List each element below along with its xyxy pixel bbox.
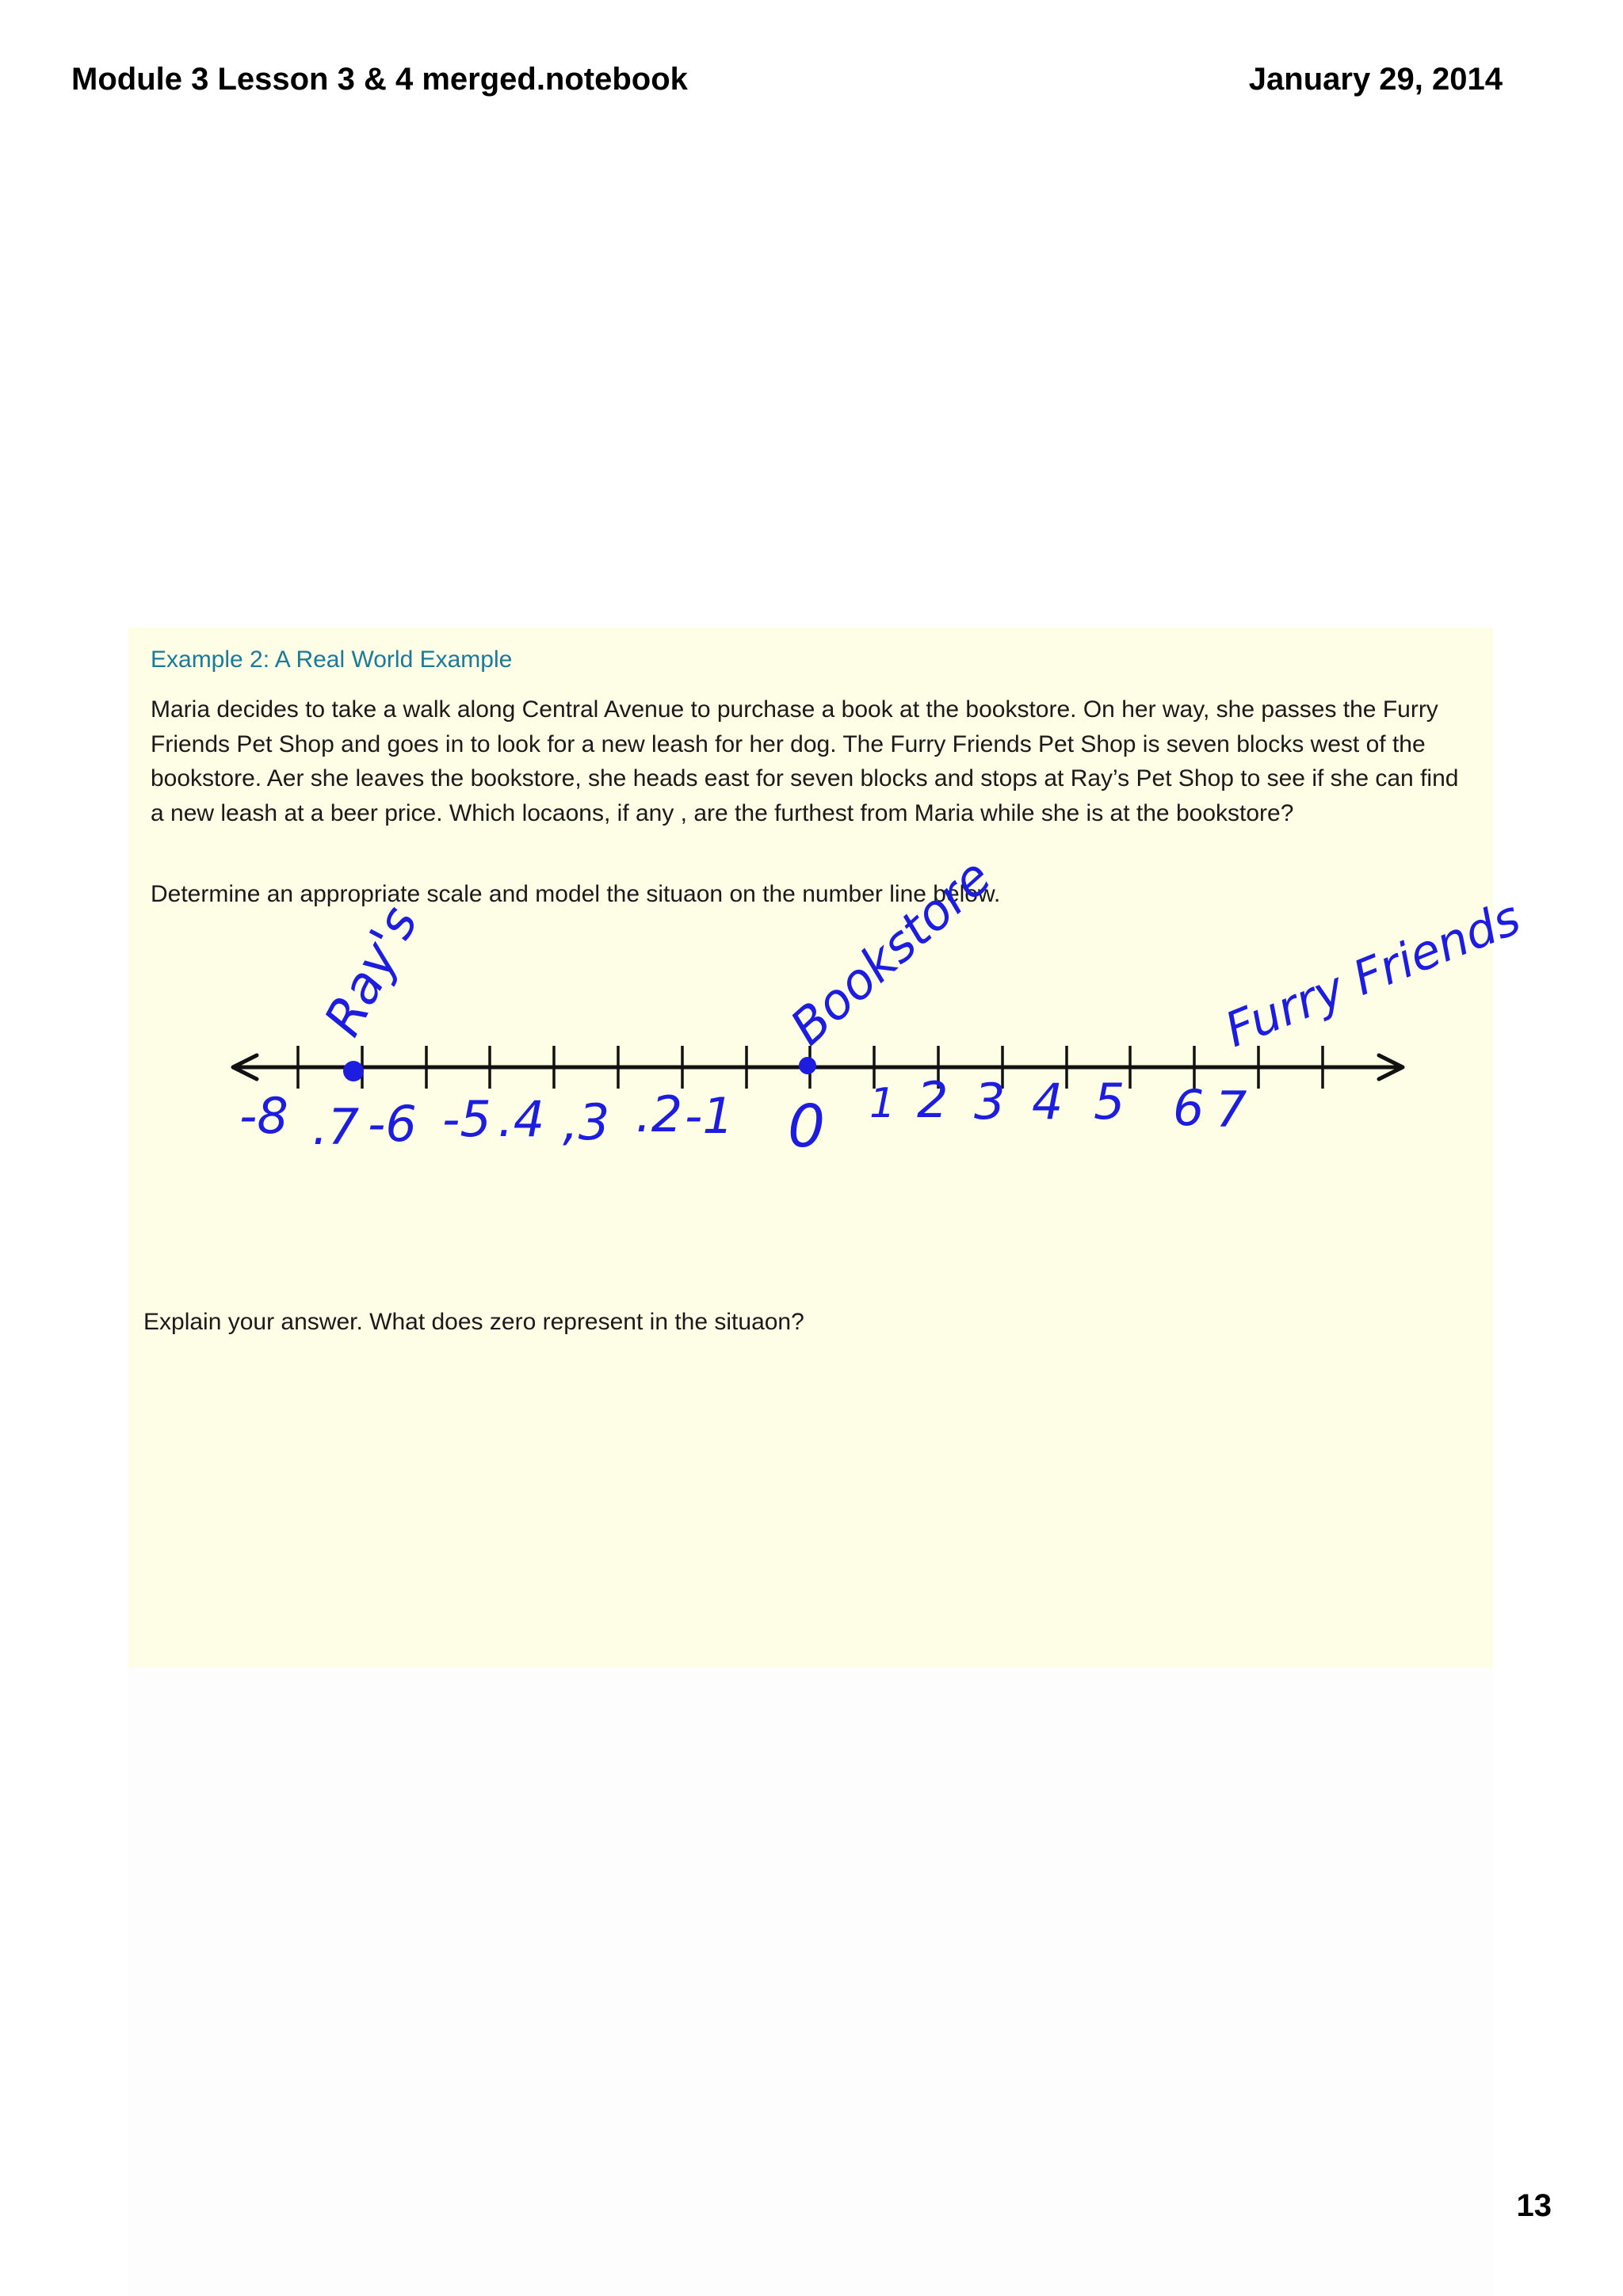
tick-label: 4 (1032, 1073, 1064, 1131)
question-text: Explain your answer. What does zero represent in the situaon? (143, 1309, 804, 1335)
tick-label: .7 (312, 1098, 360, 1156)
tick-label: 7 (1216, 1081, 1247, 1138)
tick-label: -8 (239, 1087, 288, 1145)
tick-label: -1 (685, 1087, 734, 1145)
document-title: Module 3 Lesson 3 & 4 merged.notebook (71, 62, 688, 97)
bookstore-label: Bookstore (779, 847, 1002, 1057)
tick-label: -6 (368, 1095, 417, 1153)
document-date: January 29, 2014 (1248, 62, 1503, 97)
tick-label: ,3 (563, 1093, 610, 1151)
tick-label: 6 (1173, 1079, 1205, 1137)
handwritten-annotations (128, 833, 1529, 1071)
rays-label: Ray's (313, 897, 430, 1046)
page-number: 13 (1516, 2188, 1552, 2223)
handwritten-tick-labels (239, 1071, 1247, 1161)
tick-label: 5 (1094, 1073, 1125, 1131)
slide-lower-margin (128, 1668, 1493, 2296)
example-heading: Example 2: A Real World Example (151, 646, 513, 673)
furry-friends-label: Furry Friends (1217, 890, 1529, 1058)
tick-label: .2 (636, 1085, 683, 1143)
tick-label: 0 (788, 1093, 826, 1161)
problem-text: Maria decides to take a walk along Central Avenue to purchase a book at the bookstore. On her way, she passes the Furry Friends Pet Shop and goes in to look for a new leash for her dog. The Furry Friends Pet Shop is seven blocks west of the bookstore. Aer she leaves the bookstore, she heads east for seven blocks and stops at Ray’s Pet Shop to see if she can find a new leash at a beer price. Which locaons, if any , are the furthest from Maria while she is at the bookstore? (151, 696, 1459, 826)
tick-label: .4 (498, 1090, 545, 1148)
tick-label: 3 (974, 1073, 1006, 1131)
tick-label: -5 (442, 1090, 491, 1148)
tick-label: 2 (917, 1071, 949, 1129)
tick-label: 1 (869, 1080, 896, 1127)
notebook-slide (128, 627, 1529, 1668)
instruction-text: Determine an appropriate scale and model the situaon on the number line below. (151, 881, 1001, 907)
